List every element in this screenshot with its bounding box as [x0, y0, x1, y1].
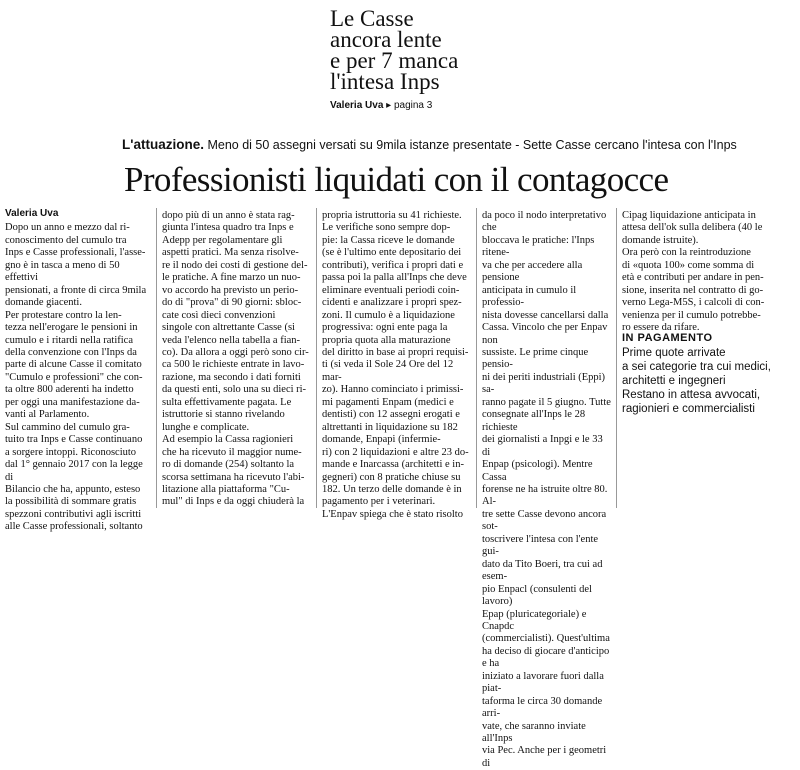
article-column-3: propria istruttoria su 41 richieste. Le verifiche sono sempre dop- pie: la Cassa riceve le domande (se è l'ultimo ente depositario dei contributi), verifica i propri dati e passa poi la palla all'Inps che deve eliminare eventuali periodi coin- cidenti e analizzare i propri spez- zoni. Il cumulo è a liquidazione progressiva: ogni ente paga la propria quota alla maturazione del diritto in base ai propri requisi- ti (si veda il Sole 24 Ore del 12 mar- zo). Hanno cominciato i primissi- mi pagamenti Enpam (medici e dentisti) con 12 assegni erogati e altrettanti in liquidazione su 182 domande, Enpapi (infermie- ri) con 2 liquidazioni e altre 23 do- mande e Inarcassa (architetti e in- gegneri) con 8 pratiche chiuse su 182. Un terzo delle domande è in pagamento per i veterinari. L'Enpav spiega che è stato risolto	[322, 210, 469, 520]
kicker-lead: L'attuazione.	[122, 137, 204, 152]
article-column-2: dopo più di un anno è stata rag- giunta l'intesa quadro tra Inps e Adepp per regolamentare gli aspetti pratici. Ma senza risolve- re il nodo dei costi di gestione del- le pratiche. A fine marzo un nuo- vo accordo ha previsto un perio- do di "prova" di 90 giorni: sbloc- cate così dieci convenzioni singole con altrettante Casse (si veda l'elenco nella tabella a fian- co). Da allora a oggi però sono cir- ca 500 le richieste entrate in lavo- razione, ma secondo i dati forniti da questi enti, solo una su dieci ri- sulta effettivamente pagata. Le istruttorie si stanno rivelando lunghe e complicate. Ad esempio la Cassa ragionieri che ha ricevuto il maggior nume- ro di domande (254) soltanto la scorsa settimana ha ricevuto l'abi- litazione alla piattaforma "Cu- mul" di Inps e da oggi chiuderà la	[162, 210, 309, 508]
article-column-1: Dopo un anno e mezzo dal ri- conoscimento del cumulo tra Inps e Casse professionali, l'asse- gno è in tasca a meno di 50 effettivi pensionati, a fronte di circa 9mila domande giacenti. Per protestare contro la len- tezza nell'erogare le pensioni in cumulo e i ritardi nella ratifica della convenzione con l'Inps da parte di alcune Casse il comitato "Cumulo e professioni" che con- ta oltre 800 aderenti ha indetto per oggi una manifestazione da- vanti al Parlamento. Sul cammino del cumulo gra- tuito tra Inps e Casse continuano a sorgere intoppi. Riconosciuto dal 1° gennaio 2017 con la legge di Bilancio che ha, appunto, esteso la possibilità di sommare gratis spezzoni contributivi agli iscritti alle Casse professionali, soltanto	[5, 222, 147, 533]
teaser-byline	[330, 100, 570, 111]
column-divider	[476, 208, 477, 508]
column-divider	[616, 208, 617, 508]
teaser-author: Valeria Uva	[330, 100, 384, 111]
teaser-title: Le Casse ancora lente e per 7 manca l'intesa Inps	[330, 6, 459, 94]
box-item-1: Prime quote arrivate a sei categorie tra cui medici, architetti e ingegneri	[622, 347, 771, 387]
kicker	[122, 137, 792, 152]
arrow-icon: ▸	[386, 100, 392, 111]
teaser-box	[330, 8, 570, 111]
article-column-4: da poco il nodo interpretativo che bloccava le pratiche: l'Inps ritene- va che per accedere alla pensione anticipata in cumulo il professio- nista dovesse cancellarsi dalla Cassa. Vincolo che per Enpav non sussiste. Le prime cinque pensio- ni dei periti industriali (Eppi) sa- ranno pagate il 5 giugno. Tutte consegnate all'Inps le 28 richieste dei giornalisti a Inpgi e le 33 di Enpap (psicologi). Mentre Cassa forense ne ha istruite oltre 80. Al- tre sette Casse devono ancora sot- toscrivere l'intesa con l'ente gui- dato da Tito Boeri, tra cui ad esem- pio Enpacl (consulenti del lavoro) Epap (pluricategoriale) e Cnapdc (commercialisti). Quest'ultima ha deciso di giocare d'anticipo e ha iniziato a lavorare fuori dalla piat- taforma le circa 30 domande arri- vate, che saranno inviate all'Inps via Pec. Anche per i geometri di	[482, 210, 611, 769]
box-item-2: Restano in attesa avvocati, ragionieri e commercialisti	[622, 389, 761, 415]
box-label: IN PAGAMENTO	[622, 332, 713, 344]
headline: Professionisti liquidati con il contagocce	[124, 160, 669, 199]
teaser-page-ref: pagina 3	[393, 100, 433, 111]
kicker-text: Meno di 50 assegni versati su 9mila istanze presentate - Sette Casse cercano l'intesa con l'Inps	[207, 138, 737, 152]
article-column-5: Cipag liquidazione anticipata in attesa dell'ok sulla delibera (40 le domande istruite). Ora però con la reintroduzione di «quota 100» come somma di età e contributi per andare in pen- sione, inserita nel contratto di go- verno Lega-M5S, i calcoli di con- venienza per il cumulo potrebbe- ro essere da rifare.	[622, 210, 765, 334]
column-divider	[316, 208, 317, 508]
byline: Valeria Uva	[5, 208, 59, 219]
column-divider	[156, 208, 157, 508]
in-pagamento-box	[622, 332, 794, 416]
